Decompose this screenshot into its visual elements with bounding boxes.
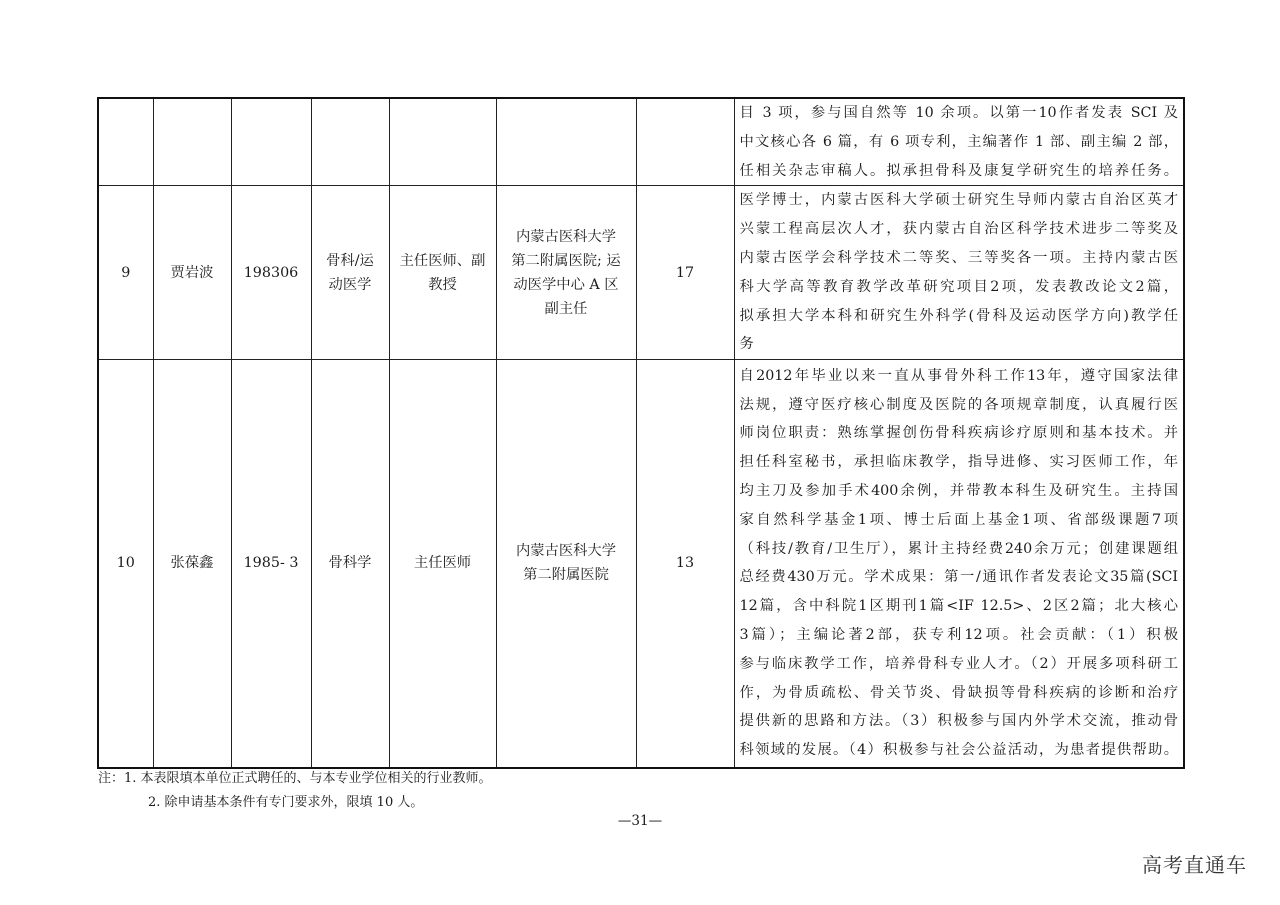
description-line: 法规，遵守医疗核心制度及医院的各项规章制度，认真履行医 xyxy=(739,396,1178,413)
watermark-text: 高考直通车 xyxy=(1142,853,1247,877)
unit-line: 第二附属医院 xyxy=(523,567,609,584)
birth-text: 1985- 3 xyxy=(243,555,299,572)
table-row xyxy=(98,98,1184,186)
cell-title xyxy=(389,186,496,360)
cell-title xyxy=(389,98,496,186)
description-line: 12篇，含中科院1区期刊1篇<IF 12.5>、2区2篇；北大核心 xyxy=(739,598,1178,615)
description-line: 拟承担大学本科和研究生外科学(骨科及运动医学方向)教学任 xyxy=(739,307,1178,324)
cell-years xyxy=(636,360,734,768)
cell-discipline xyxy=(311,186,389,360)
cell-birth xyxy=(231,360,311,768)
unit-line: 副主任 xyxy=(544,300,588,317)
cell-title xyxy=(389,360,496,768)
note-line: 2. 除申请基本条件有专门要求外，限填 10 人。 xyxy=(148,795,424,810)
cell-discipline xyxy=(311,360,389,768)
description-line: 科大学高等教育教学改革研究项目2项，发表教改论文2篇， xyxy=(739,278,1178,295)
cell-years xyxy=(636,186,734,360)
cell-name xyxy=(153,98,231,186)
discipline-line: 骨科学 xyxy=(328,555,372,572)
cell-birth xyxy=(231,186,311,360)
description-line: 中文核心各 6 篇，有 6 项专利，主编著作 1 部、副主编 2 部， xyxy=(739,133,1178,150)
teacher-table xyxy=(97,97,1185,769)
description-line: 师岗位职责：熟练掌握创伤骨科疾病诊疗原则和基本技术。并 xyxy=(739,425,1178,442)
cell-unit xyxy=(496,98,636,186)
cell-unit xyxy=(496,186,636,360)
description-line: 3篇）；主编论著2部，获专利12项。社会贡献：（1）积极 xyxy=(739,627,1178,644)
cell-no xyxy=(98,98,153,186)
cell-no xyxy=(98,360,153,768)
name-text: 张葆鑫 xyxy=(170,555,214,572)
description-line: 总经费430万元。学术成果：第一/通讯作者发表论文35篇(SCI xyxy=(739,569,1178,586)
unit-line: 内蒙古医科大学 xyxy=(515,228,617,245)
years-text: 13 xyxy=(675,555,695,572)
note-line: 注：1. 本表限填本单位正式聘任的、与本专业学位相关的行业教师。 xyxy=(98,771,492,786)
page-number: —31— xyxy=(617,813,663,829)
description-line: 目 3 项，参与国自然等 10 余项。以第一10作者发表 SCI 及 xyxy=(739,105,1178,121)
cell-birth xyxy=(231,98,311,186)
description-line: 家自然科学基金1项、博士后面上基金1项、省部级课题7项 xyxy=(739,511,1178,528)
title-line: 主任医师、副 xyxy=(399,252,486,269)
discipline-line: 动医学 xyxy=(328,276,372,293)
cell-name xyxy=(153,186,231,360)
cell-no xyxy=(98,186,153,360)
description-line: （科技/教育/卫生厅），累计主持经费240余万元；创建课题组 xyxy=(739,540,1178,557)
description-line: 均主刀及参加手术400余例，并带教本科生及研究生。主持国 xyxy=(739,483,1178,500)
cell-description xyxy=(734,360,1184,768)
title-line: 主任医师 xyxy=(413,555,472,572)
title-line: 教授 xyxy=(428,276,457,293)
description-line: 担任科室秘书，承担临床教学，指导进修、实习医师工作，年 xyxy=(739,454,1178,471)
birth-text: 198306 xyxy=(243,264,299,281)
description-line: 自2012年毕业以来一直从事骨外科工作13年，遵守国家法律 xyxy=(739,367,1178,384)
cell-discipline xyxy=(311,98,389,186)
description-line: 医学博士，内蒙古医科大学硕士研究生导师内蒙古自治区英才 xyxy=(739,192,1178,209)
description-line: 任相关杂志审稿人。拟承担骨科及康复学研究生的培养任务。 xyxy=(739,162,1178,179)
unit-line: 内蒙古医科大学 xyxy=(515,543,617,560)
cell-name xyxy=(153,360,231,768)
description-line: 务 xyxy=(739,336,754,353)
name-text: 贾岩波 xyxy=(170,264,214,281)
table-row xyxy=(98,360,1184,768)
cell-description xyxy=(734,98,1184,186)
description-line: 兴蒙工程高层次人才，获内蒙古自治区科学技术进步二等奖及 xyxy=(739,221,1178,238)
years-text: 17 xyxy=(675,264,695,281)
description-line: 作，为骨质疏松、骨关节炎、骨缺损等骨科疾病的诊断和治疗 xyxy=(739,684,1178,701)
unit-line: 动医学中心 A 区 xyxy=(513,276,619,293)
discipline-line: 骨科/运 xyxy=(326,252,374,269)
unit-line: 第二附属医院; 运 xyxy=(511,252,621,269)
cell-unit xyxy=(496,360,636,768)
cell-years xyxy=(636,98,734,186)
description-line: 提供新的思路和方法。（3）积极参与国内外学术交流，推动骨 xyxy=(739,713,1178,730)
description-line: 内蒙古医学会科学技术二等奖、三等奖各一项。主持内蒙古医 xyxy=(739,249,1178,266)
no-text: 10 xyxy=(116,555,135,572)
table-notes xyxy=(98,767,492,815)
description-line: 参与临床教学工作，培养骨科专业人才。（2）开展多项科研工 xyxy=(739,655,1178,672)
table-row xyxy=(98,186,1184,360)
description-line: 科领域的发展。（4）积极参与社会公益活动，为患者提供帮助。 xyxy=(739,742,1178,759)
cell-description xyxy=(734,186,1184,360)
no-text: 9 xyxy=(121,264,131,281)
